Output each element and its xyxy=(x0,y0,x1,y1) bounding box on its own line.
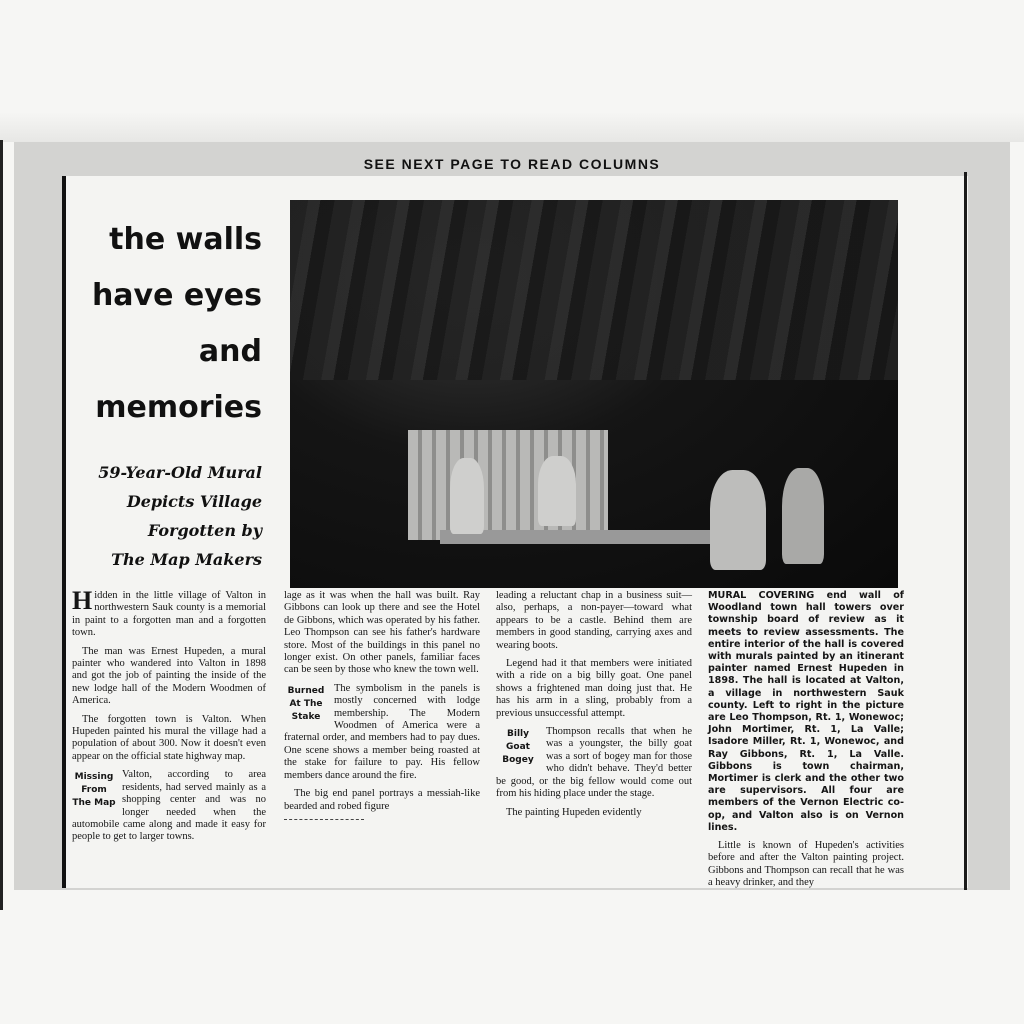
paragraph: Thompson recalls that when he was a youngster, the billy goat was a sort of bogey man for those who didn't behave. They'd better be good, or the big fellow would come out from his hiding place under the stage. xyxy=(496,726,692,800)
paragraph: idden in the little village of Valton in northwestern Sauk county is a memorial in paint to a forgotten man and a forgotten town. xyxy=(72,590,266,639)
photo-caption xyxy=(708,590,904,834)
person-figure xyxy=(538,456,576,526)
caption-lead: MURAL COVERING xyxy=(708,590,815,601)
scan-shadow xyxy=(0,112,1024,142)
mural-photo xyxy=(290,200,898,588)
paragraph: The painting Hupeden evidently xyxy=(506,806,642,818)
side-heading: Missing From The Map xyxy=(72,772,116,809)
paragraph: The big end panel portrays a messiah-like bearded and robed figure xyxy=(284,788,480,812)
side-heading: Burned At The Stake xyxy=(287,685,325,722)
subhead-line: Depicts Village xyxy=(126,492,262,511)
headline-line: memories xyxy=(95,390,262,425)
article-column-3 xyxy=(496,590,692,825)
side-heading: Billy Goat Bogey xyxy=(502,729,534,766)
person-figure xyxy=(782,468,824,564)
subhead-line: 59-Year-Old Mural xyxy=(98,463,262,482)
drop-cap: H xyxy=(72,586,93,615)
article-column-2 xyxy=(284,590,480,820)
mural-painting xyxy=(290,200,898,380)
headline-line: the walls xyxy=(109,222,262,257)
headline-line: and xyxy=(198,334,262,369)
headline xyxy=(82,212,262,436)
article-column-1 xyxy=(72,586,266,850)
paragraph: The forgotten town is Valton. When Hupeden painted his mural the village had a population of about 300. Now it doesn't even appear on the official state highway map. xyxy=(72,713,266,762)
stage-curtain xyxy=(408,430,608,540)
subhead-line: Forgotten by xyxy=(147,521,262,540)
divider xyxy=(284,819,364,820)
clipping-edge xyxy=(964,172,967,890)
subheadline xyxy=(82,458,262,574)
paragraph: lage as it was when the hall was built. Ray Gibbons can look up there and see the Hotel de Gibbons, which was operated by his father. Leo Thompson can see his father's hardware store. Most of the buildings in this panel no longer exist. On other panels, familiar faces can be seen by those who knew the town well. xyxy=(284,590,480,676)
person-figure xyxy=(450,458,484,534)
paragraph: The man was Ernest Hupeden, a mural painter who wandered into Valton in 1898 and got the job of painting the inside of the new lodge hall of the Modern Woodmen of America. xyxy=(72,645,266,707)
headline-line: have eyes xyxy=(91,278,262,313)
article-column-4 xyxy=(708,590,904,896)
paragraph: Little is known of Hupeden's activities before and after the Valton painting project. Gibbons and Thompson can recall that he was a heavy drinker, and they xyxy=(708,840,904,889)
caption-text: end wall of Woodland town hall towers over township board of review as it meets to review assessments. The entire interior of the hall is covered with murals painted by an itinerant painter named Ernest Hupeden in 1898. The hall is located at Valton, a village in northwestern Sauk county. Left to right in the picture are Leo Thompson, Rt. 1, Wonewoc; John Mortimer, Rt. 1, La Valle; Isadore Miller, Rt. 1, Wonewoc, and Ray Gibbons, Rt. 1, La Valle. Gibbons is town chairman, Mortimer is clerk and the other two are supervisors. All four are members of the Vernon Electric co-op, and Valton also is on Vernon lines. xyxy=(708,590,904,833)
scan-edge xyxy=(0,140,3,910)
meeting-table xyxy=(440,530,740,544)
person-figure xyxy=(710,470,766,570)
paragraph: The symbolism in the panels is mostly concerned with lodge membership. The Modern Woodmen of America were a fraternal order, and members had to pay dues. One scene shows a member being roasted at the stake for failure to pay. His fellow members dance around the fire. xyxy=(284,682,480,781)
subhead-line: The Map Makers xyxy=(111,550,262,569)
paragraph: Legend had it that members were initiated with a ride on a big billy goat. One panel shows a frightened man doing just that. He has his arm in a sling, probably from a previous unsuccessful attempt. xyxy=(496,658,692,719)
paragraph: Valton, according to area residents, had served mainly as a shopping center and was no longer needed when the automobile came along and made it easy for people to get to larger towns. xyxy=(72,769,266,843)
banner-text: SEE NEXT PAGE TO READ COLUMNS xyxy=(363,156,661,172)
paragraph: leading a reluctant chap in a business suit—also, perhaps, a non-payer—toward what appears to be a castle. Behind them are members in good standing, carrying axes and wearing boots. xyxy=(496,590,692,651)
